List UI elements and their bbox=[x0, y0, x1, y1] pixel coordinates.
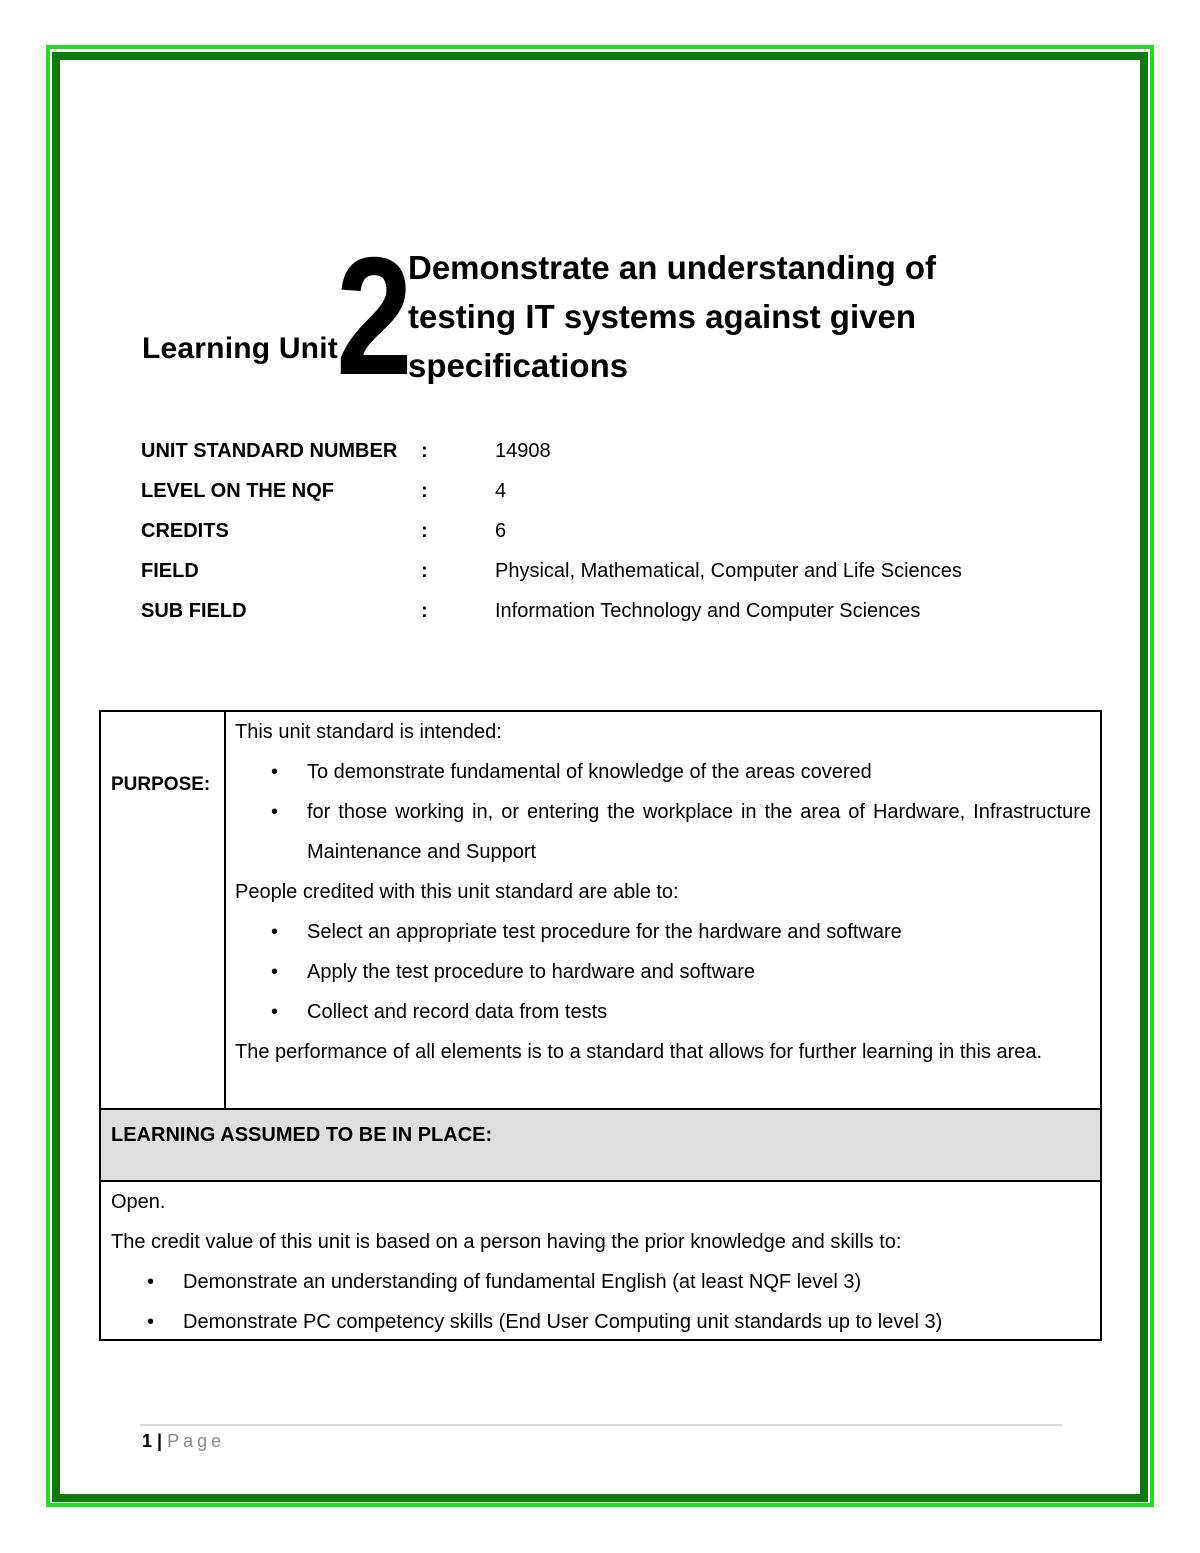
purpose-able-intro: People credited with this unit standard are able to: bbox=[235, 881, 679, 903]
learning-assumed-header bbox=[101, 1108, 1100, 1182]
list-item: • for those working in, or entering the workplace in the area of Hardware, Infrastructure Maintenance and Support bbox=[307, 792, 1091, 872]
unit-info-value: Physical, Mathematical, Computer and Life Sciences bbox=[495, 560, 962, 582]
learning-assumed-intro: The credit value of this unit is based on a person having the prior knowledge and skills to: bbox=[111, 1231, 902, 1253]
unit-info-separator: : bbox=[421, 480, 428, 502]
purpose-content bbox=[235, 712, 1091, 1072]
unit-info-separator: : bbox=[421, 520, 428, 542]
purpose-label-cell bbox=[101, 712, 226, 1108]
list-item: • To demonstrate fundamental of knowledge of the areas covered bbox=[307, 752, 1091, 792]
learning-assumed-status: Open. bbox=[111, 1191, 166, 1213]
page-label: Page bbox=[167, 1431, 226, 1451]
unit-info-value: Information Technology and Computer Sciences bbox=[495, 600, 921, 622]
unit-standard-table bbox=[99, 710, 1102, 1341]
list-item: • Select an appropriate test procedure for the hardware and software bbox=[307, 912, 1091, 952]
purpose-able-list bbox=[235, 912, 1091, 1032]
learning-unit-label: Learning Unit bbox=[142, 332, 338, 365]
learning-assumed-content bbox=[111, 1182, 1091, 1342]
footer-separator: | bbox=[157, 1431, 163, 1451]
unit-info-key: UNIT STANDARD NUMBER bbox=[141, 440, 398, 462]
learning-assumed-label: LEARNING ASSUMED TO BE IN PLACE: bbox=[111, 1124, 493, 1146]
purpose-intro: This unit standard is intended: bbox=[235, 721, 502, 743]
unit-info-value: 4 bbox=[495, 480, 507, 502]
list-item: • Demonstrate an understanding of fundamental English (at least NQF level 3) bbox=[183, 1262, 1091, 1302]
learning-unit-title: Demonstrate an understanding of testing IT systems against given specifications bbox=[408, 249, 937, 384]
list-item: • Collect and record data from tests bbox=[307, 992, 1091, 1032]
learning-assumed-list bbox=[111, 1262, 1091, 1342]
page-footer bbox=[142, 1431, 225, 1452]
purpose-intended-list bbox=[235, 752, 1091, 872]
unit-info-key: CREDITS bbox=[141, 520, 229, 542]
learning-unit-number: 2 bbox=[336, 222, 407, 410]
unit-info-separator: : bbox=[421, 440, 428, 462]
unit-info-separator: : bbox=[421, 560, 428, 582]
footer-divider bbox=[140, 1424, 1062, 1426]
unit-info-key: LEVEL ON THE NQF bbox=[141, 480, 334, 502]
unit-info-separator: : bbox=[421, 600, 428, 622]
list-item: • Apply the test procedure to hardware and software bbox=[307, 952, 1091, 992]
list-item: • Demonstrate PC competency skills (End User Computing unit standards up to level 3) bbox=[183, 1302, 1091, 1342]
purpose-label: PURPOSE: bbox=[111, 774, 211, 795]
purpose-closing: The performance of all elements is to a standard that allows for further learning in this area. bbox=[235, 1041, 1043, 1063]
page-number: 1 bbox=[142, 1431, 153, 1451]
unit-info-value: 6 bbox=[495, 520, 507, 542]
unit-info-key: SUB FIELD bbox=[141, 600, 247, 622]
unit-info-key: FIELD bbox=[141, 560, 199, 582]
unit-info-value: 14908 bbox=[495, 440, 551, 462]
